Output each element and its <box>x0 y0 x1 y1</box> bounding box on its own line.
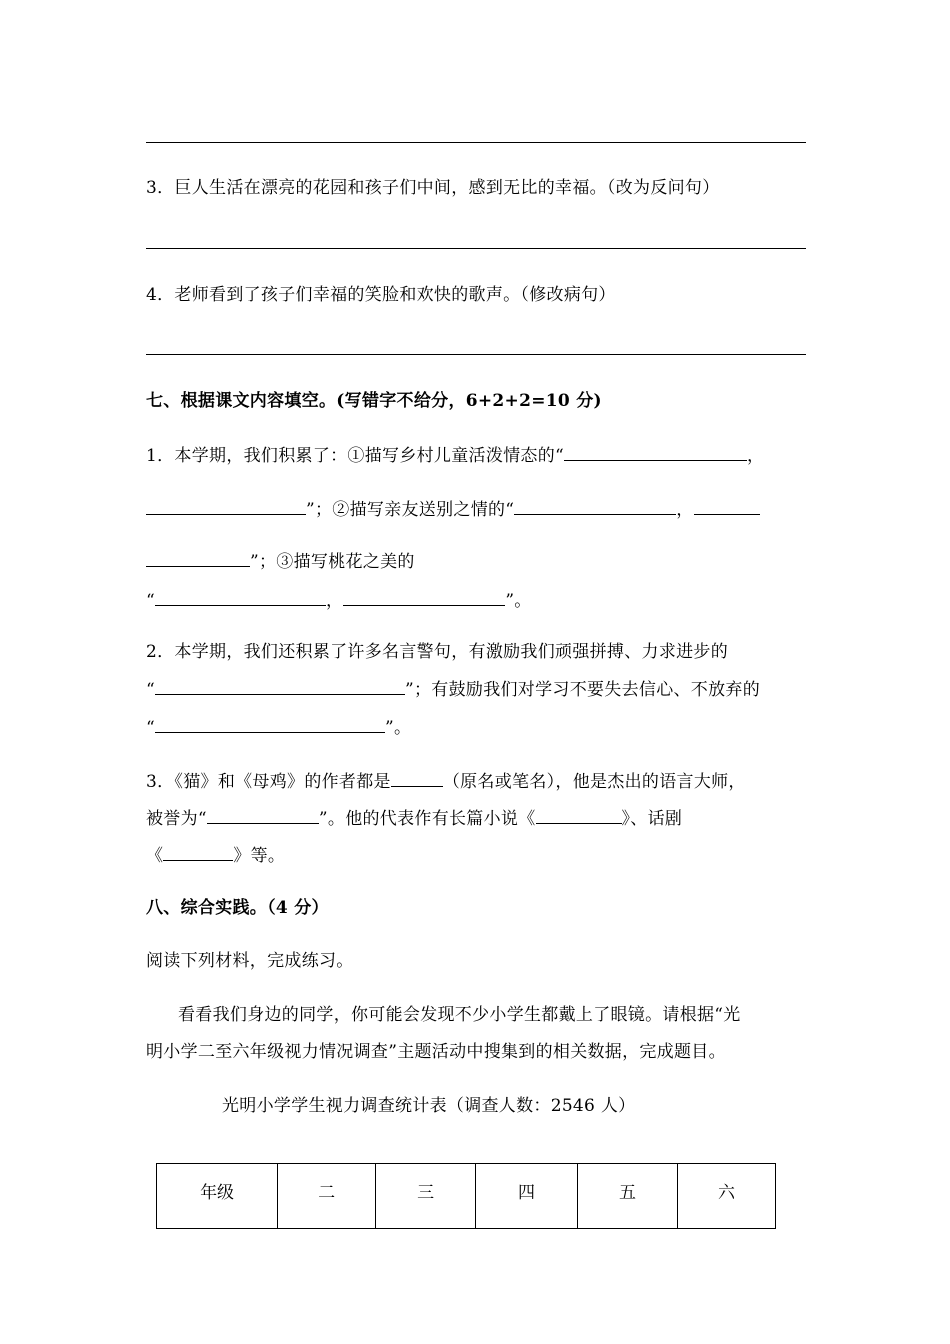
fill-blank[interactable] <box>155 677 405 695</box>
q7-item3-line3 <box>146 843 285 868</box>
section8-heading: 八、综合实践。（4 分） <box>146 898 329 918</box>
q7-item3-text-g: 》等。 <box>233 846 286 866</box>
fill-blank[interactable] <box>343 588 505 606</box>
q7-item1-text-a: 1．本学期，我们积累了：①描写乡村儿童活泼情态的“ <box>146 446 565 466</box>
table-header-cell-4: 四 <box>476 1164 578 1229</box>
answer-line <box>146 142 806 143</box>
q7-item2-line1: 2．本学期，我们还积累了许多名言警句，有激励我们顽强拼搏、力求进步的 <box>146 642 729 662</box>
comma: ， <box>676 500 694 520</box>
section7-heading: 七、根据课文内容填空。(写错字不给分，6+2+2=10 分) <box>146 391 602 411</box>
q6-item4-text: 4．老师看到了孩子们幸福的笑脸和欢快的歌声。（修改病句） <box>146 285 616 305</box>
q7-item3-text-f: 《 <box>146 846 164 866</box>
fill-blank[interactable] <box>146 549 250 567</box>
fill-blank[interactable] <box>564 443 747 461</box>
q7-item2-text-b: ”；有鼓励我们对学习不要失去信心、不放弃的 <box>405 680 760 700</box>
fill-blank[interactable] <box>155 588 326 606</box>
q6-item3-text: 3．巨人生活在漂亮的花园和孩子们中间，感到无比的幸福。（改为反问句） <box>146 178 720 198</box>
q7-item3-text-c: 被誉为“ <box>146 809 207 829</box>
table-header-cell-grade: 年级 <box>157 1164 278 1229</box>
fill-blank[interactable] <box>146 497 306 515</box>
q8-paragraph-line2: 明小学二至六年级视力情况调查”主题活动中搜集到的相关数据，完成题目。 <box>146 1042 726 1062</box>
table-header-cell-2: 二 <box>278 1164 376 1229</box>
vision-survey-table <box>156 1163 776 1229</box>
open-quote: “ <box>146 591 155 611</box>
open-quote: “ <box>146 680 155 700</box>
q7-item3-text-b: （原名或笔名），他是杰出的语言大师， <box>442 772 746 792</box>
q7-item1-line3 <box>146 549 415 574</box>
q7-item1-line4 <box>146 588 532 613</box>
open-quote: “ <box>146 718 155 738</box>
table-title: 光明小学学生视力调查统计表（调查人数：2546 人） <box>222 1096 636 1116</box>
q7-item2-line2 <box>146 677 760 702</box>
q8-paragraph-line1: 看看我们身边的同学，你可能会发现不少小学生都戴上了眼镜。请根据“光 <box>178 1005 741 1025</box>
table-header-cell-3: 三 <box>376 1164 476 1229</box>
fill-blank[interactable] <box>536 806 622 824</box>
fill-blank[interactable] <box>514 497 676 515</box>
fill-blank[interactable] <box>163 843 233 861</box>
q7-item1-line2 <box>146 497 760 522</box>
fill-blank[interactable] <box>694 497 760 515</box>
fill-blank[interactable] <box>207 806 319 824</box>
table-header-cell-5: 五 <box>577 1164 677 1229</box>
close-quote: ”。 <box>385 718 412 738</box>
fill-blank[interactable] <box>391 769 443 787</box>
answer-line <box>146 354 806 355</box>
q7-item3-text-e: 》、话剧 <box>621 809 683 829</box>
q7-item1-line1 <box>146 443 764 468</box>
fill-blank[interactable] <box>155 715 385 733</box>
q7-item3-text-d: ”。他的代表作有长篇小说《 <box>318 809 536 829</box>
q7-item1-text-b: ”；②描写亲友送别之情的“ <box>306 500 515 520</box>
q7-item1-text-c: ”；③描写桃花之美的 <box>250 552 415 572</box>
q7-item2-line3 <box>146 715 411 740</box>
close-quote: ”。 <box>505 591 532 611</box>
comma: ， <box>747 446 765 466</box>
q7-item3-text-a: 3．《猫》和《母鸡》的作者都是 <box>146 772 391 792</box>
table-header-cell-6: 六 <box>677 1164 775 1229</box>
q8-instruction: 阅读下列材料，完成练习。 <box>146 951 354 971</box>
q7-item3-line1 <box>146 769 746 794</box>
q7-item3-line2 <box>146 806 682 831</box>
table-header-row <box>157 1164 776 1229</box>
answer-line <box>146 248 806 249</box>
comma: ， <box>326 591 344 611</box>
